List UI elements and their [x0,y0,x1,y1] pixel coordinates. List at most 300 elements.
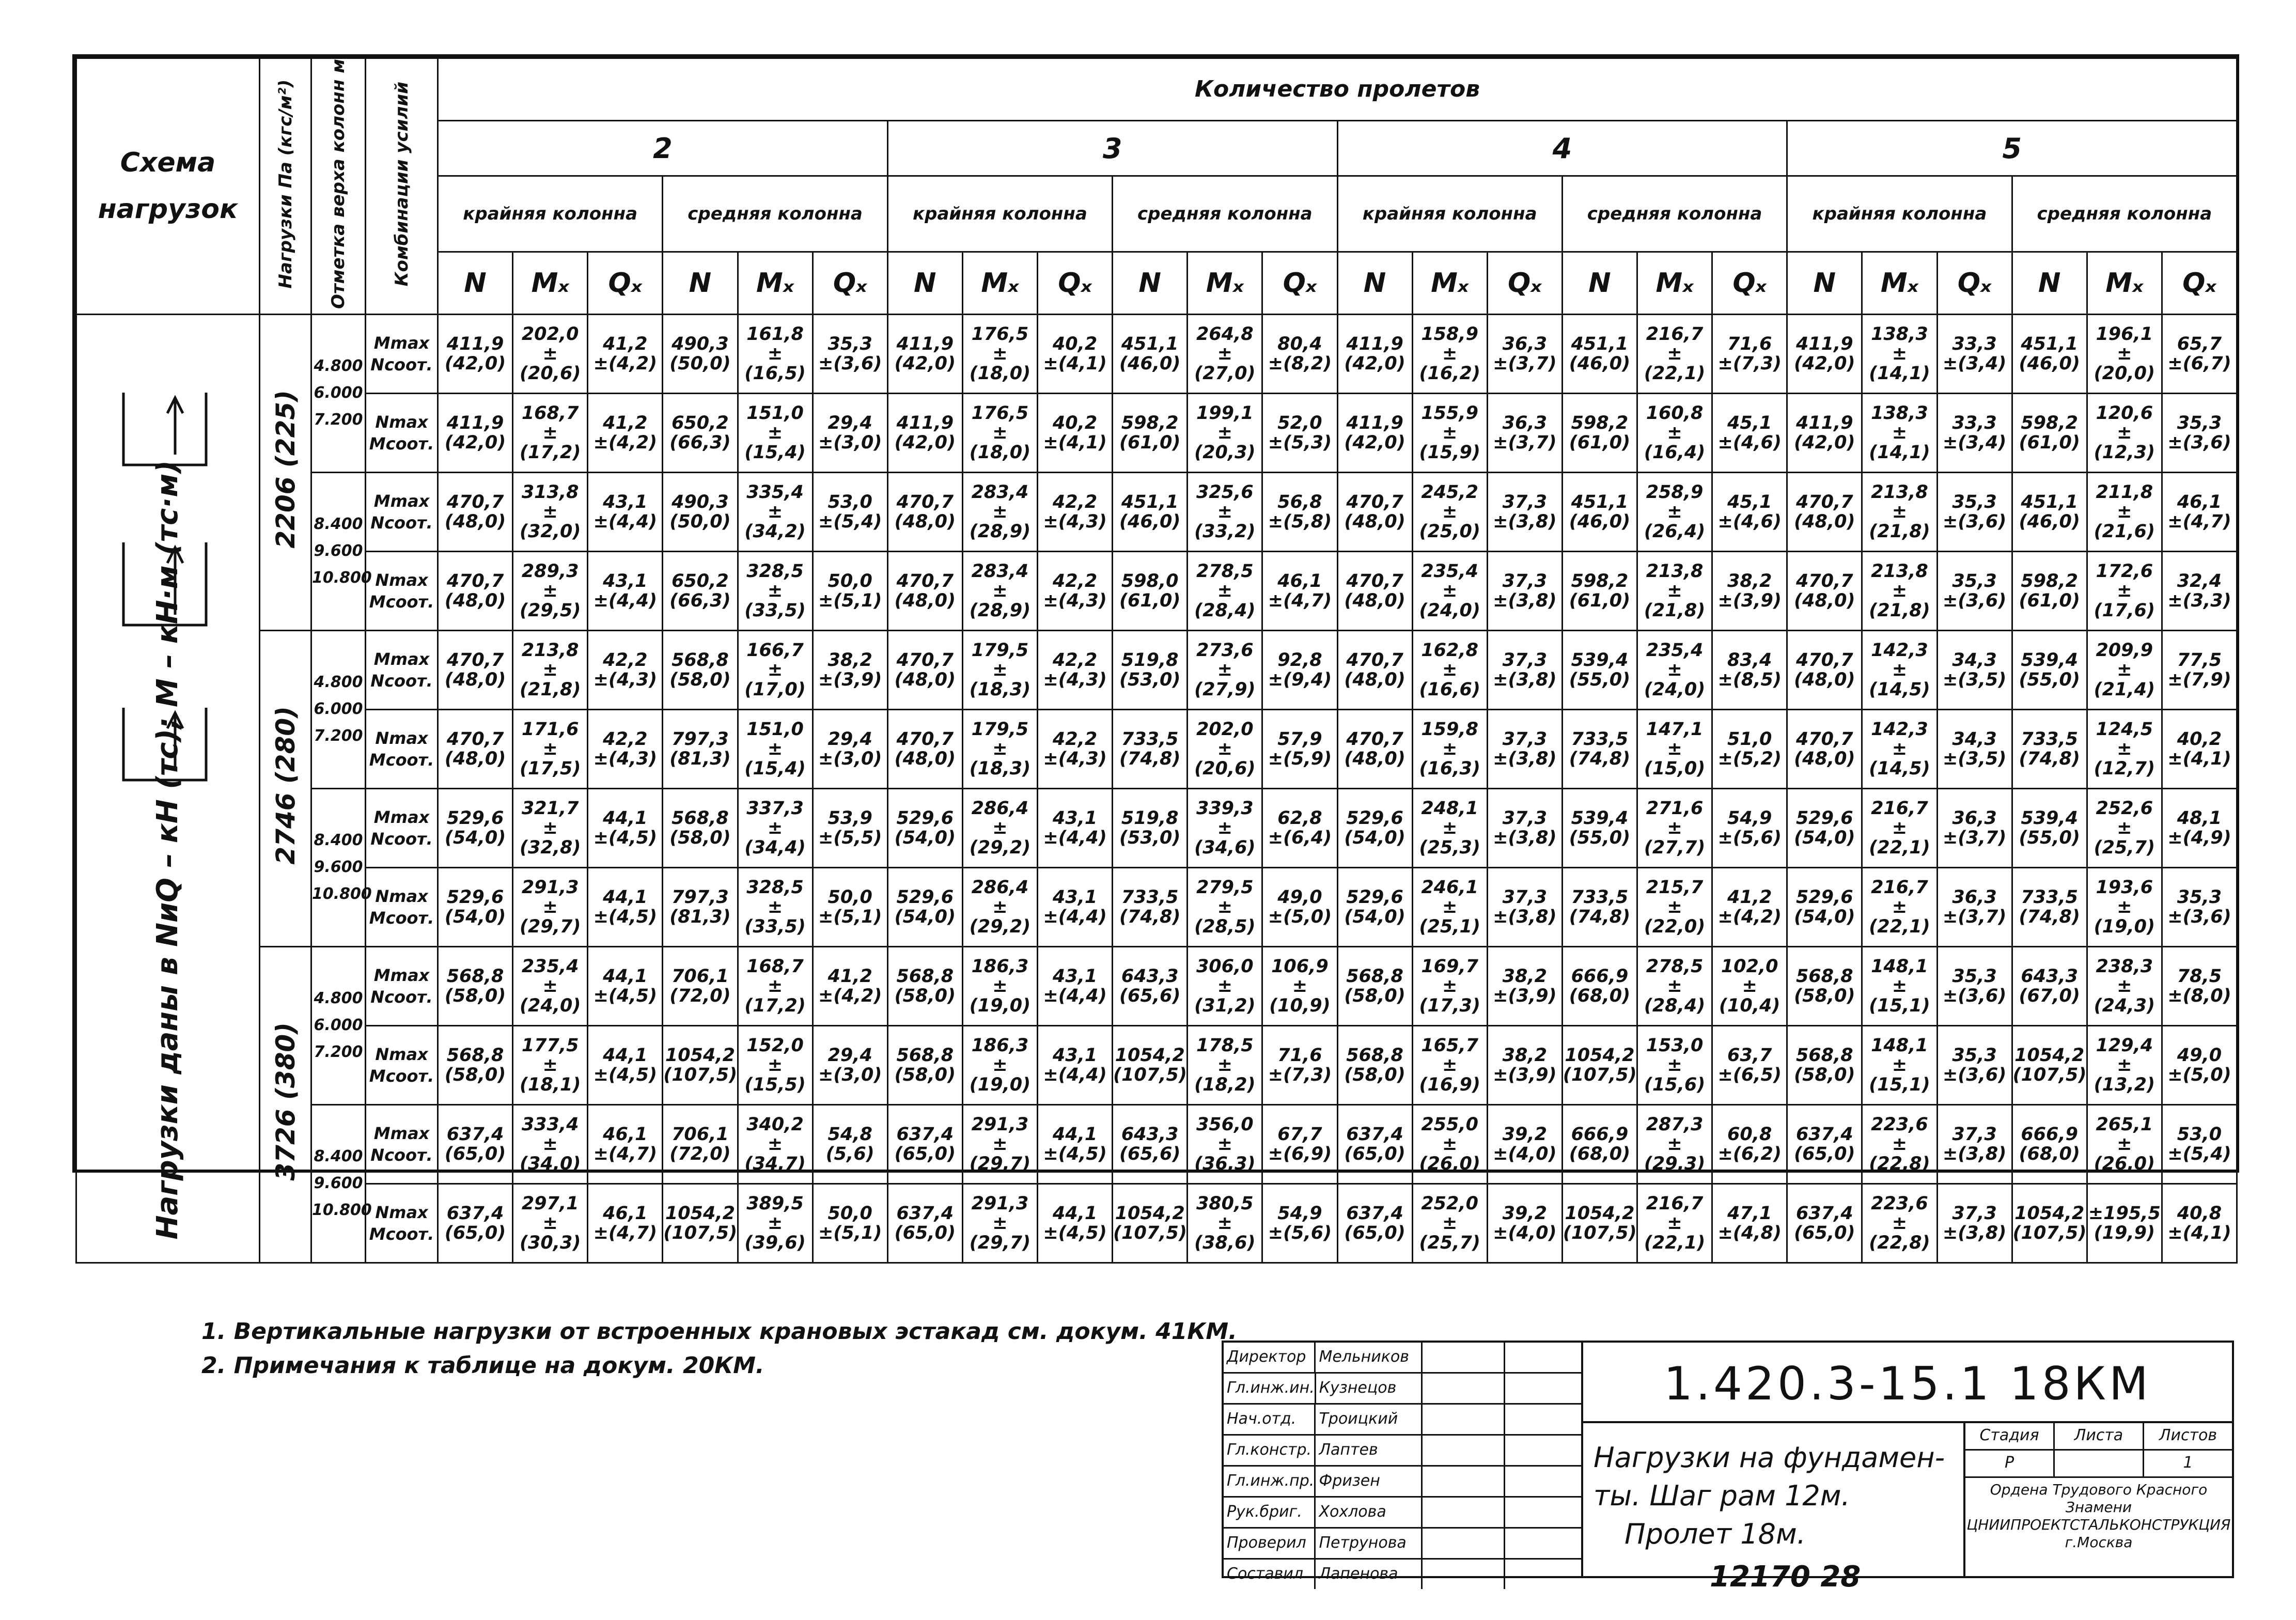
value-main: 77,5 [2177,649,2222,671]
value-secondary: ±(29,7) [969,1212,1031,1253]
combination-label: Mmax [373,807,430,827]
mark-value: 8.400 [314,515,363,534]
value-secondary: ±(25,3) [1419,817,1480,858]
var-mx: Mₓ [513,252,588,315]
mark-value: 10.800 [312,1201,372,1220]
value-cell [962,867,1037,946]
value-secondary: ±(14,1) [1869,422,1930,463]
value-secondary: (48,0) [1344,590,1405,611]
value-secondary: ±(3,6) [1942,511,2007,532]
value-main: 65,7 [2177,333,2222,354]
value-secondary: ±(22,8) [1869,1133,1930,1174]
value-cell [438,1025,513,1104]
value-cell [1038,393,1113,472]
value-cell [1038,867,1113,946]
value-cell [2087,393,2162,472]
sheets-head: Листов [2159,1426,2217,1444]
value-secondary: (107,5) [1563,1064,1637,1085]
value-cell [1562,1183,1637,1263]
value-cell [738,393,813,472]
role-name: Лапенова [1316,1560,1423,1589]
value-main: 223,6 [1871,1114,1928,1135]
combination-label: Mсоот. [369,433,434,454]
combination [366,709,438,788]
combination-label: Mсоот. [369,1066,434,1086]
value-secondary: ±(3,5) [1942,748,2007,769]
spans-title: Количество пролетов [438,58,2237,121]
value-secondary: ±(4,2) [593,432,657,453]
value-main: 246,1 [1421,877,1479,898]
date [1505,1436,1581,1465]
value-secondary: ±(15,4) [744,422,806,463]
value-secondary: ±(27,7) [1644,817,1706,858]
value-main: 340,2 [746,1114,804,1135]
value-main: 529,6 [1795,807,1853,829]
value-secondary: (53,0) [1119,827,1181,848]
value-cell [1113,1104,1188,1183]
value-cell [438,1183,513,1263]
value-secondary: ±(25,0) [1419,501,1480,542]
value-cell [1562,314,1637,393]
date [1505,1343,1581,1372]
value-secondary: ±(4,4) [593,590,657,611]
date [1505,1498,1581,1527]
value-cell [1188,1104,1262,1183]
value-main: 568,8 [896,965,954,987]
value-main: 213,8 [1871,481,1928,503]
value-secondary: ±(21,8) [1644,580,1706,621]
value-secondary: ±(4,6) [1717,511,1782,532]
value-cell [1787,946,1862,1025]
value-cell [1637,709,1712,788]
value-secondary: (65,6) [1119,985,1181,1006]
var-qx: Qₓ [1487,252,1562,315]
signature [1423,1374,1505,1403]
mark-value: 6.000 [314,700,363,719]
value-cell [1412,393,1487,472]
value-cell [1937,709,2012,788]
value-main: 245,2 [1421,481,1479,503]
value-main: 470,7 [1795,649,1853,671]
value-main: 519,8 [1121,649,1179,671]
value-main: 39,2 [1502,1124,1547,1145]
value-cell [813,1025,887,1104]
signature [1423,1343,1505,1372]
value-secondary: ±(17,2) [520,422,581,463]
value-cell [1937,1104,2012,1183]
var-mx: Mₓ [2087,252,2162,315]
value-secondary: ±(4,5) [1043,1222,1107,1243]
stage-head: Стадия [1965,1423,2055,1449]
value-main: 172,6 [2096,560,2153,582]
value-secondary: ±(3,6) [1942,985,2007,1006]
value-secondary: ±(4,6) [1717,432,1782,453]
value-cell [1262,393,1337,472]
value-cell [1937,630,2012,709]
column-top-marks [311,946,366,1104]
mark-value: 10.800 [312,885,372,904]
value-cell [813,788,887,867]
value-cell [588,709,663,788]
value-secondary: (48,0) [1794,511,1855,532]
value-cell [1412,788,1487,867]
value-main: 42,2 [603,728,648,750]
value-cell [2087,946,2162,1025]
value-secondary: ±(3,9) [1493,1064,1557,1085]
value-secondary: ±(22,1) [1869,896,1930,937]
value-cell [1862,1104,1937,1183]
value-main: 1054,2 [1565,1045,1635,1066]
value-main: 637,4 [1795,1203,1853,1224]
value-cell [738,946,813,1025]
value-secondary: ±(3,8) [1493,511,1557,532]
value-cell [1113,393,1188,472]
date [1505,1467,1581,1496]
value-cell [1712,867,1787,946]
value-main: 470,7 [1795,728,1853,750]
value-cell [1113,472,1188,551]
value-secondary: (81,3) [669,748,731,769]
signature [1423,1529,1505,1558]
column-top-marks [311,788,372,946]
value-main: 35,3 [1952,491,1997,512]
value-main: 71,6 [1277,1045,1322,1066]
value-secondary: ±(8,0) [2167,985,2231,1006]
sheets-value: 1 [2183,1454,2193,1472]
value-main: 568,8 [1346,1045,1403,1066]
value-main: 129,4 [2096,1035,2153,1056]
value-main: 598,2 [1121,412,1179,433]
value-cell [1862,1025,1937,1104]
value-secondary: ±(4,7) [593,1143,657,1164]
archive-number: 12170 28 [1710,1560,1861,1594]
value-secondary: (65,0) [1794,1222,1855,1243]
value-cell [513,788,588,867]
value-main: 46,1 [1277,570,1322,591]
value-cell [1637,393,1712,472]
value-main: 36,3 [1952,886,1997,908]
combination [366,946,438,1025]
value-main: 598,0 [1121,570,1179,591]
value-secondary: (54,0) [1794,827,1855,848]
signature [1423,1436,1505,1465]
value-secondary: (58,0) [894,1064,956,1085]
value-cell [2162,393,2237,472]
value-main: 470,7 [1346,649,1403,671]
value-secondary: ±(29,2) [969,896,1031,937]
value-secondary: ±(14,5) [1869,738,1930,779]
value-main: 38,2 [1727,570,1772,591]
value-main: 62,8 [1277,807,1322,829]
value-secondary: ±(3,8) [1942,1143,2007,1164]
value-cell [1562,551,1637,630]
load-value-text: 2206 (225) [270,390,301,549]
value-cell [1487,1104,1562,1183]
value-main: 248,1 [1421,798,1479,819]
signature-row [1224,1343,1581,1374]
value-secondary: ±(4,4) [593,511,657,532]
value-main: 411,9 [896,333,954,354]
value-cell [1712,788,1787,867]
value-secondary: (65,6) [1119,1143,1181,1164]
value-secondary: (74,8) [2019,906,2080,927]
value-main: 35,3 [2177,412,2222,433]
value-cell [2012,788,2087,867]
mark-value: 7.200 [314,727,363,745]
value-cell [1188,314,1262,393]
role-title: Директор [1224,1343,1316,1372]
mark-value: 9.600 [314,1174,363,1193]
value-main: 186,3 [971,1035,1029,1056]
value-secondary: (48,0) [1794,748,1855,769]
value-secondary: (48,0) [894,669,956,690]
value-main: 287,3 [1646,1114,1704,1135]
value-main: 568,8 [446,1045,504,1066]
value-secondary: ±(29,3) [1644,1133,1706,1174]
comb-header [366,58,438,315]
value-main: 57,9 [1277,728,1322,750]
value-secondary: ±(6,2) [1717,1143,1782,1164]
value-cell [1562,788,1637,867]
combination [366,1025,438,1104]
value-secondary: (48,0) [894,511,956,532]
value-secondary: ±(4,7) [2167,511,2231,532]
value-cell [1337,393,1412,472]
value-secondary: (48,0) [1344,669,1405,690]
value-main: 539,4 [2021,807,2079,829]
value-secondary: (58,0) [1344,1064,1405,1085]
value-main: 196,1 [2096,323,2153,345]
value-cell [813,393,887,472]
value-cell [1937,393,2012,472]
value-secondary: (46,0) [1119,353,1181,374]
value-cell [663,946,738,1025]
value-secondary: ±(39,6) [744,1212,806,1253]
value-cell [1113,1183,1188,1263]
column-position-2-middle: средняя колонна [663,176,887,252]
value-cell [663,788,738,867]
var-qx: Qₓ [1937,252,2012,315]
value-cell [1562,1104,1637,1183]
value-cell [588,1104,663,1183]
value-main: 1054,2 [2014,1203,2085,1224]
load-schema-cell [76,314,260,1263]
value-main: 451,1 [2021,491,2079,512]
value-cell [1412,630,1487,709]
var-n: N [1562,252,1637,315]
value-main: 38,2 [1502,1045,1547,1066]
column-top-marks [311,472,372,630]
value-cell [438,867,513,946]
value-secondary: ±(36,3) [1194,1133,1256,1174]
value-secondary: ±(18,1) [520,1054,581,1095]
value-main: 46,1 [603,1124,648,1145]
value-secondary: ±(25,1) [1419,896,1480,937]
value-main: 209,9 [2096,640,2153,661]
value-main: 37,3 [1502,491,1547,512]
value-secondary: (54,0) [894,906,956,927]
value-secondary: ±(3,9) [1717,590,1782,611]
value-secondary: ±(3,4) [1942,432,2007,453]
span-count-5: 5 [1787,120,2237,176]
value-main: 470,7 [1795,491,1853,512]
value-secondary: ±(16,9) [1419,1054,1480,1095]
load-table [75,57,2238,1264]
title-line-2: ты. Шаг рам 12м. [1594,1479,1850,1512]
value-main: 470,7 [446,491,504,512]
value-main: 286,4 [971,798,1029,819]
value-cell [1637,551,1712,630]
value-secondary: ±(17,5) [520,738,581,779]
column-top-marks [311,630,366,788]
value-secondary: ±(3,9) [818,669,882,690]
value-secondary: ±(19,0) [969,1054,1031,1095]
signature-row [1224,1529,1581,1560]
value-secondary: ±(4,3) [593,669,657,690]
value-secondary: ±(4,1) [1043,432,1107,453]
combination [366,1104,438,1183]
var-mx: Mₓ [1637,252,1712,315]
value-cell [438,314,513,393]
value-cell [962,630,1037,709]
title-block [1222,1341,2234,1583]
value-main: 650,2 [671,412,729,433]
role-title: Гл.констр. [1224,1436,1316,1465]
value-cell [2087,630,2162,709]
value-cell [813,551,887,630]
value-main: 568,8 [1346,965,1403,987]
value-cell [1337,551,1412,630]
value-cell [2012,709,2087,788]
value-secondary: (48,0) [1794,669,1855,690]
value-main: 733,5 [1121,886,1179,908]
value-secondary: ±(8,5) [1717,669,1782,690]
role-name: Троицкий [1316,1405,1423,1434]
value-main: 733,5 [1571,886,1629,908]
value-cell [1562,630,1637,709]
combination-label: Nсоот. [370,987,433,1007]
value-secondary: ±(34,6) [1194,817,1256,858]
signature-row [1224,1467,1581,1498]
value-main: 733,5 [1571,728,1629,750]
value-cell [1038,1025,1113,1104]
signature [1423,1467,1505,1496]
value-secondary: ±(3,7) [1493,353,1557,374]
value-cell [1487,551,1562,630]
value-main: 179,5 [971,640,1029,661]
mark-value: 4.800 [314,673,363,692]
value-main: 297,1 [521,1193,579,1214]
value-main: 42,2 [1052,728,1098,750]
value-secondary: (74,8) [1119,906,1181,927]
value-cell [738,1183,813,1263]
value-secondary: ±(3,8) [1493,748,1557,769]
value-cell [1562,946,1637,1025]
value-cell [1937,1025,2012,1104]
value-cell [962,1025,1037,1104]
value-cell [1787,393,1862,472]
value-main: 255,0 [1421,1114,1479,1135]
value-secondary: ±(24,0) [520,975,581,1016]
load-value-text: 2746 (280) [270,706,301,865]
value-secondary: ±(26,0) [1419,1133,1480,1174]
value-main: 337,3 [746,798,804,819]
value-secondary: (53,0) [1119,669,1181,690]
var-mx: Mₓ [1862,252,1937,315]
value-cell [1412,946,1487,1025]
value-cell [1038,314,1113,393]
value-main: 1054,2 [2014,1045,2085,1066]
value-secondary: ±(4,9) [2167,827,2231,848]
value-secondary: ±(4,1) [1043,353,1107,374]
value-secondary: (65,0) [1344,1222,1405,1243]
stage-value: Р [1965,1451,2055,1476]
value-secondary: ±(4,7) [1268,590,1332,611]
value-cell [1637,630,1712,709]
value-cell [2087,867,2162,946]
value-secondary: (42,0) [1344,353,1405,374]
value-main: 33,3 [1952,333,1997,354]
combination-label: Nсоот. [370,1145,433,1165]
value-main: 160,8 [1646,402,1704,424]
value-main: 470,7 [446,728,504,750]
value-secondary: ±(34,4) [744,817,806,858]
value-secondary: ±(28,5) [1194,896,1256,937]
value-main: 44,1 [603,886,648,908]
value-cell [1487,1183,1562,1263]
value-main: 470,7 [1346,491,1403,512]
value-main: 43,1 [603,491,648,512]
value-secondary: (48,0) [444,590,506,611]
value-secondary: (48,0) [444,669,506,690]
value-secondary: (68,0) [1569,985,1631,1006]
combination-label: Mmax [373,491,430,511]
load-table-sheet [72,54,2239,1253]
value-main: 142,3 [1871,719,1928,740]
value-secondary: ±(21,4) [2094,659,2155,700]
value-secondary: ±(33,2) [1194,501,1256,542]
value-cell [588,946,663,1025]
value-cell [1562,709,1637,788]
var-mx: Mₓ [738,252,813,315]
value-main: 39,2 [1502,1203,1547,1224]
value-secondary: (55,0) [1569,669,1631,690]
value-cell [1262,946,1337,1025]
value-secondary: ±(4,5) [593,1064,657,1085]
value-cell [513,1025,588,1104]
value-cell [1862,630,1937,709]
value-cell [1787,867,1862,946]
value-main: 53,9 [827,807,872,829]
value-cell [438,630,513,709]
value-secondary: ±(3,6) [1942,590,2007,611]
value-main: 44,1 [1052,1124,1098,1145]
value-secondary: (48,0) [894,748,956,769]
value-secondary: ±(24,0) [1644,659,1706,700]
value-secondary: (107,5) [663,1222,738,1243]
value-main: 797,3 [671,728,729,750]
value-secondary: ±(3,8) [1493,906,1557,927]
value-main: 42,2 [603,649,648,671]
value-main: 356,0 [1196,1114,1254,1135]
signature-row [1224,1498,1581,1529]
value-secondary: ±(19,0) [2094,896,2155,937]
value-cell [813,630,887,709]
value-cell [2162,1183,2237,1263]
value-secondary: ±(3,6) [818,353,882,374]
value-main: 235,4 [1421,560,1479,582]
value-secondary: (58,0) [1794,1064,1855,1085]
